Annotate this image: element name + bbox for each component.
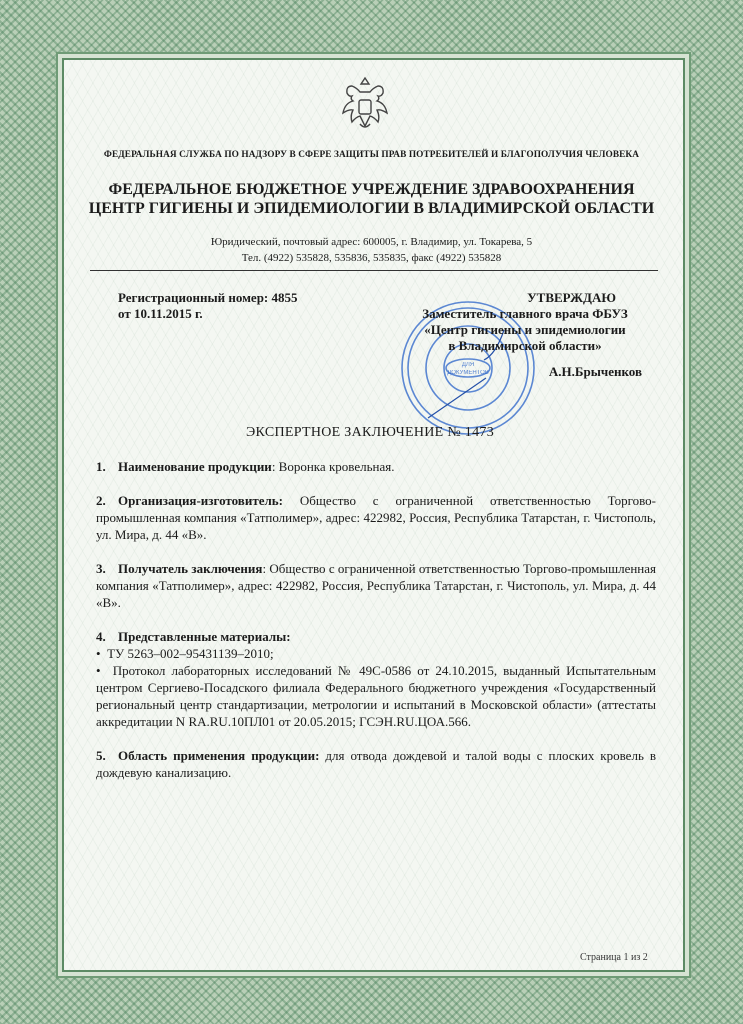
stamp-text-2: ДОКУМЕНТОВ [447,370,489,376]
address-block [70,234,673,266]
section-label: Представленные материалы: [118,629,291,644]
list-item: • Протокол лабораторных исследований № 49С-0586 от 24.10.2015, выданный Испытательным центром Сергиево-Посадского филиала Федерального бюджетного учреждения «Государственный региональный центр стандартизации, метрологии и испытаний в Московской области» (аттестаты аккредитации N RA.RU.10ПЛ01 от 20.05.2015; ГСЭН.RU.ЦОА.566. [96,663,656,729]
sections [96,458,656,798]
divider [90,270,658,271]
section-text: для отвода дождевой и талой воды с плоских кровель в дождевую канализацию. [96,748,656,780]
section-manufacturer [96,492,656,543]
registration-number: Регистрационный номер: 4855 [118,290,298,305]
section-product-name [96,458,656,475]
coat-of-arms-icon [330,72,400,142]
section-number: 3. [96,561,106,576]
document-title: ЭКСПЕРТНОЕ ЗАКЛЮЧЕНИЕ № 1473 [245,425,494,440]
section-label: Организация-изготовитель: [118,493,283,508]
registration-block [118,290,298,322]
list-item-text: ТУ 5263–002–95431139–2010; [107,646,274,661]
list-item: • ТУ 5263–002–95431139–2010; [96,646,274,661]
registration-date: от 10.11.2015 г. [118,306,203,321]
stamp-text-1: ДЛЯ [461,362,475,368]
approval-line-1: Заместитель главного врача ФБУЗ [422,306,628,321]
section-label: Область применения продукции: [118,748,320,763]
phone-numbers: Тел. (4922) 535828, 535836, 535835, факс (4922) 535828 [241,252,502,264]
approval-line-3: в Владимирской области» [448,338,602,353]
list-item-text: Протокол лабораторных исследований № 49С-0586 от 24.10.2015, выданный Испытательным центром Сергиево-Посадского филиала Федерального бюджетного учреждения «Государственный региональный центр стандартизации, метрологии и испытаний в Московской области» (аттестаты аккредитации N RA.RU.10ПЛ01 от 20.05.2015; ГСЭН.RU.ЦОА.566. [96,663,656,729]
section-application [96,747,656,781]
signer-name: А.Н.Брыченков [548,364,642,379]
section-number: 1. [96,459,106,474]
section-recipient [96,560,656,611]
section-label: Наименование продукции [118,459,272,474]
organization-name [70,180,673,218]
section-text: : Воронка кровельная. [271,459,395,474]
section-materials [96,628,656,730]
agency-name: ФЕДЕРАЛЬНАЯ СЛУЖБА ПО НАДЗОРУ В СФЕРЕ ЗАЩИТЫ ПРАВ ПОТРЕБИТЕЛЕЙ И БЛАГОПОЛУЧИЯ ЧЕЛОВЕКА [103,150,640,160]
approval-line-2: «Центр гигиены и эпидемиологии [424,322,626,337]
section-number: 4. [96,629,106,644]
section-label: Получатель заключения [118,561,263,576]
section-number: 5. [96,748,106,763]
org-line-2: ЦЕНТР ГИГИЕНЫ И ЭПИДЕМИОЛОГИИ В ВЛАДИМИРСКОЙ ОБЛАСТИ [88,200,655,217]
section-text: : Общество с ограниченной ответственностью Торгово-промышленная компания «Татполимер», адрес: 422982, Россия, Республика Татарстан, г. Чистополь, ул. Мира, д. 44 «В». [96,561,656,610]
section-text: Общество с ограниченной ответственностью Торгово-промышленная компания «Татполимер», адрес: 422982, Россия, Республика Татарстан, г. Чистополь, ул. Мира, д. 44 «В». [96,493,656,542]
legal-address: Юридический, почтовый адрес: 600005, г. Владимир, ул. Токарева, 5 [210,236,533,248]
section-number: 2. [96,493,106,508]
approval-heading: УТВЕРЖДАЮ [527,290,616,305]
org-line-1: ФЕДЕРАЛЬНОЕ БЮДЖЕТНОЕ УЧРЕЖДЕНИЕ ЗДРАВООХРАНЕНИЯ [108,181,635,198]
approval-block [400,290,650,380]
page-number: Страница 1 из 2 [580,952,648,963]
